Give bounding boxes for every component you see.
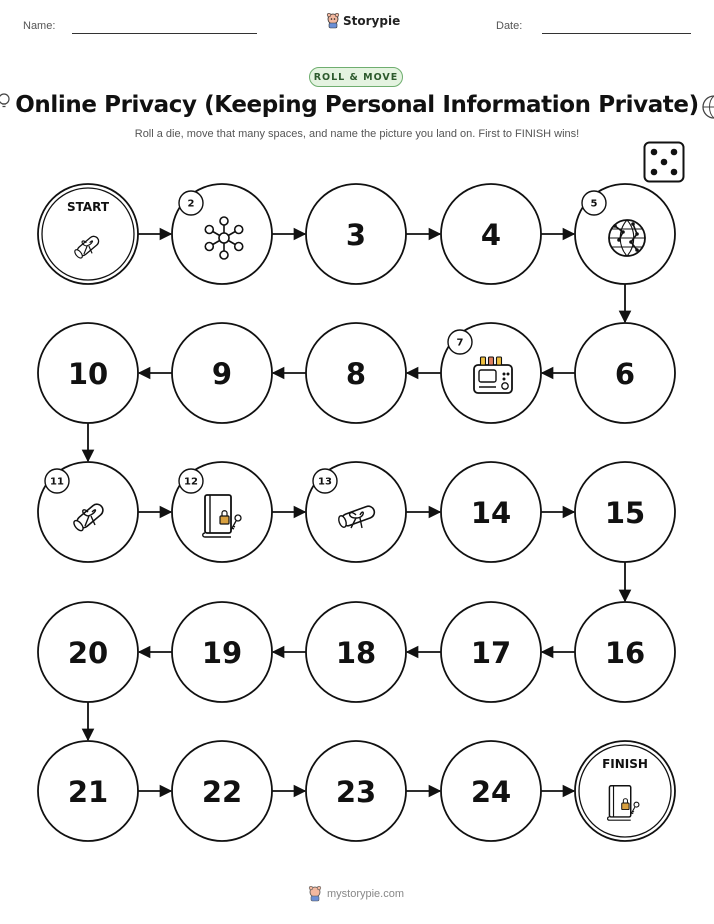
space-number: 17 xyxy=(470,636,512,670)
board-space-24 xyxy=(441,741,541,841)
svg-text:13: 13 xyxy=(318,476,332,488)
space-number-tag xyxy=(179,469,203,493)
space-number: 3 xyxy=(345,218,367,252)
name-label: Name: xyxy=(23,20,56,32)
footer-url: mystorypie.com xyxy=(327,888,405,900)
board-space-1 xyxy=(38,184,138,284)
space-number: 14 xyxy=(470,496,512,530)
board-space-2 xyxy=(172,184,272,284)
board-space-21 xyxy=(38,741,138,841)
page-title: Online Privacy (Keeping Personal Information Private) xyxy=(15,92,699,118)
space-number: 18 xyxy=(335,636,377,670)
board-space-23 xyxy=(306,741,406,841)
space-number: 9 xyxy=(211,357,233,391)
space-number: 23 xyxy=(335,775,377,809)
space-number: 6 xyxy=(614,357,636,391)
date-label: Date: xyxy=(496,20,523,32)
space-number: 20 xyxy=(67,636,109,670)
board-space-13 xyxy=(306,462,406,562)
globe-icon xyxy=(609,220,645,256)
space-number: 8 xyxy=(345,357,367,391)
space-number: 16 xyxy=(604,636,646,670)
space-number: 21 xyxy=(67,775,109,809)
space-number: 4 xyxy=(480,218,502,252)
space-number: 15 xyxy=(604,496,646,530)
board-space-3 xyxy=(306,184,406,284)
space-number: 24 xyxy=(470,775,512,809)
brand-name: Storypie xyxy=(343,14,401,28)
board-space-16 xyxy=(575,602,675,702)
svg-text:12: 12 xyxy=(184,476,198,488)
board-space-5 xyxy=(575,184,675,284)
space-number-tag xyxy=(313,469,337,493)
board-space-15 xyxy=(575,462,675,562)
footer xyxy=(308,886,404,902)
board-space-19 xyxy=(172,602,272,702)
space-number-tag xyxy=(179,191,203,215)
start-label: START xyxy=(66,200,110,214)
space-number: 10 xyxy=(67,357,109,391)
board-space-12 xyxy=(172,462,272,562)
board-space-10 xyxy=(38,323,138,423)
board-spaces xyxy=(38,184,675,841)
board-space-7 xyxy=(441,323,541,423)
board-space-18 xyxy=(306,602,406,702)
svg-text:11: 11 xyxy=(50,476,64,488)
svg-text:7: 7 xyxy=(456,337,464,349)
space-number: 22 xyxy=(201,775,243,809)
activity-badge: ROLL & MOVE xyxy=(309,67,403,87)
finish-label: FINISH xyxy=(602,757,648,771)
storypie-footer-logo-icon xyxy=(308,886,322,902)
space-number-tag xyxy=(45,469,69,493)
board-space-17 xyxy=(441,602,541,702)
board-space-4 xyxy=(441,184,541,284)
space-number-tag xyxy=(582,191,606,215)
svg-text:5: 5 xyxy=(590,198,598,210)
svg-text:2: 2 xyxy=(187,198,195,210)
space-circle xyxy=(38,184,138,284)
space-number: 19 xyxy=(201,636,243,670)
board-space-9 xyxy=(172,323,272,423)
instructions: Roll a die, move that many spaces, and name the picture you land on. First to FINISH wins! xyxy=(134,128,580,140)
board-space-6 xyxy=(575,323,675,423)
board-space-8 xyxy=(306,323,406,423)
board-space-14 xyxy=(441,462,541,562)
board-space-25 xyxy=(575,741,675,841)
board-space-11 xyxy=(38,462,138,562)
board-space-22 xyxy=(172,741,272,841)
space-number-tag xyxy=(448,330,472,354)
board-space-20 xyxy=(38,602,138,702)
